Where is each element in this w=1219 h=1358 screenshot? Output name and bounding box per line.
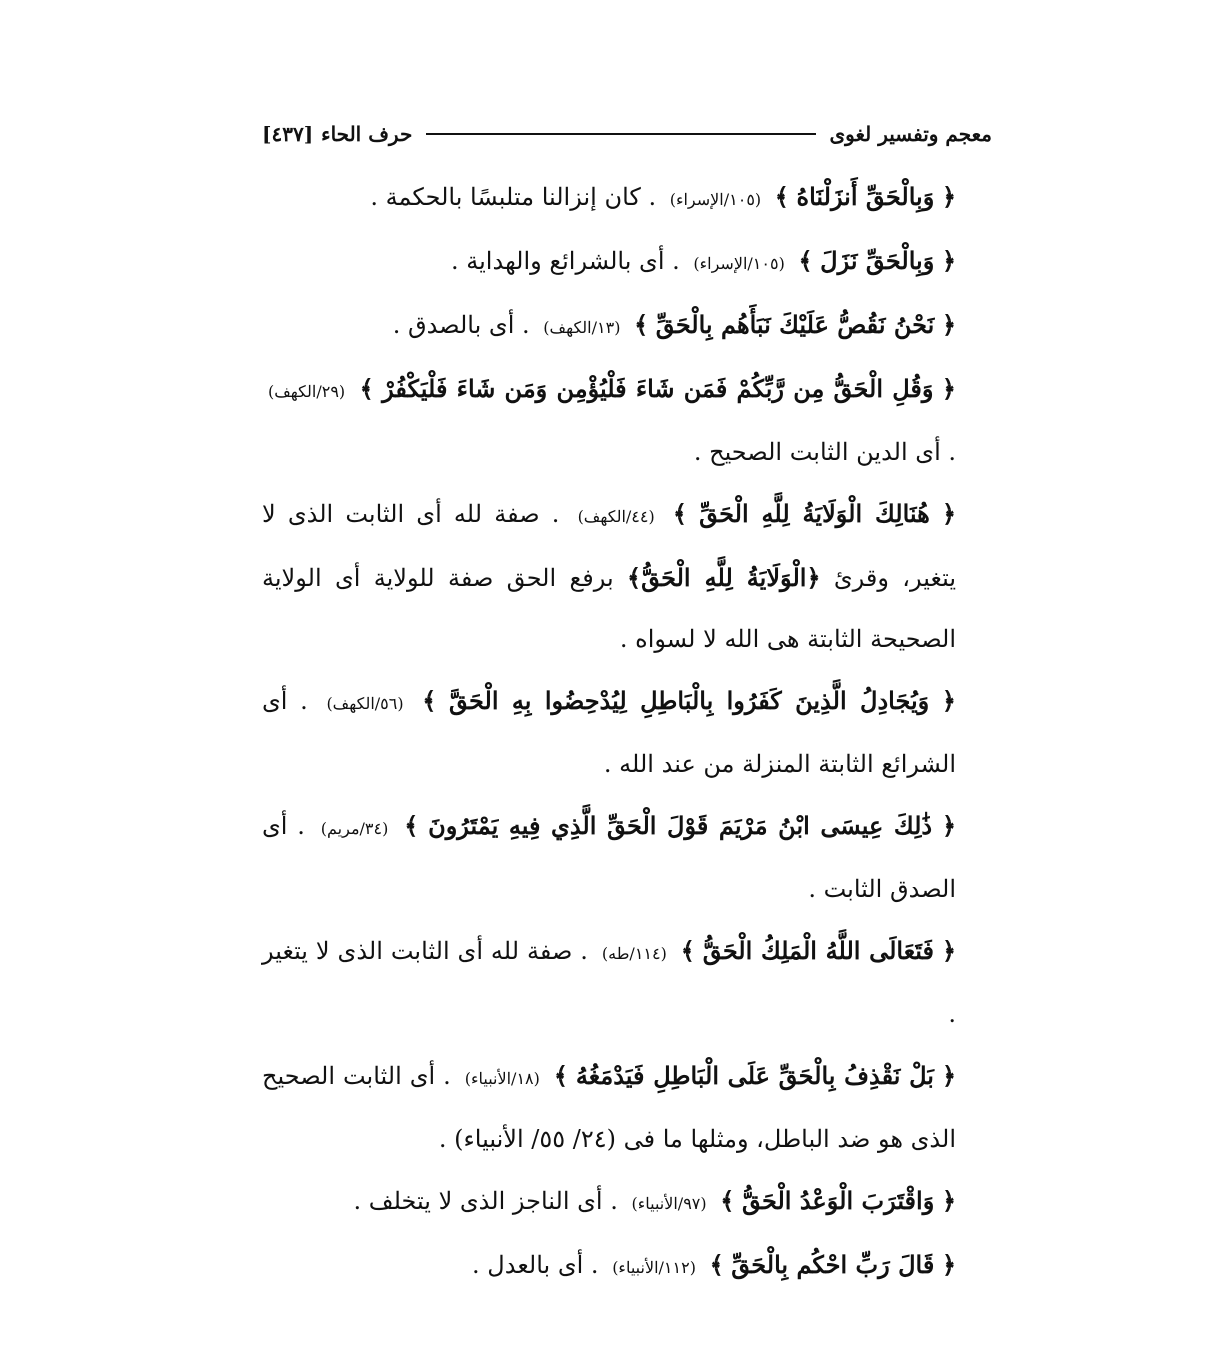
verse-text: هُنَالِكَ الْوَلَايَةُ لِلَّهِ الْحَقِّ [699, 499, 930, 528]
ornate-bracket-close: ﴾ [634, 310, 649, 339]
ornate-bracket-close: ﴾ [720, 1186, 735, 1215]
verse-reference: (٢٩/الكهف) [268, 382, 346, 401]
explanation: . أى الصدق الثابت . [262, 812, 956, 903]
explanation: . صفة لله أى الثابت الذى لا يتغير، وقرئ [262, 500, 956, 592]
ornate-bracket-open: ﴿ [941, 686, 956, 715]
verse-text: وَبِالْحَقِّ أَنزَلْنَاهُ [796, 182, 935, 211]
verse-reference: (٩٧/الأنبياء) [631, 1194, 707, 1213]
entry-7 [262, 795, 992, 920]
ornate-bracket-open: ﴿ [941, 1250, 956, 1279]
verse-text: قَالَ رَبِّ احْكُم بِالْحَقِّ [731, 1250, 935, 1279]
entry-6 [262, 670, 992, 795]
explanation: . صفة لله أى الثابت الذى لا يتغير . [262, 937, 956, 1028]
ornate-bracket-open: ﴿ [941, 1061, 956, 1090]
verse-reference: (١٣/الكهف) [543, 318, 621, 337]
verse-reference: (١٨/الأنبياء) [464, 1069, 540, 1088]
explanation: . أى الشرائع الثابتة المنزلة من عند الله . [262, 687, 956, 778]
verse-reference: (١١٢/الأنبياء) [612, 1258, 696, 1277]
ornate-bracket-open: ﴿ [941, 1186, 956, 1215]
ornate-bracket-open: ﴿ [941, 310, 956, 339]
verse-text: وَيُجَادِلُ الَّذِينَ كَفَرُوا بِالْبَاطِلِ لِيُدْحِضُوا بِهِ الْحَقَّ [449, 686, 930, 715]
entry-10 [262, 1170, 992, 1234]
ornate-bracket-close: ﴾ [404, 811, 419, 840]
verse-text: وَاقْتَرَبَ الْوَعْدُ الْحَقُّ [741, 1186, 935, 1215]
explanation: . أى بالصدق . [392, 311, 530, 339]
ornate-bracket-open: ﴿ [941, 182, 956, 211]
explanation: . أى الناجز الذى لا يتخلف . [353, 1187, 618, 1215]
running-header [262, 118, 992, 150]
page-number: [٤٣٧] [262, 122, 314, 146]
verse-text: ذَٰلِكَ عِيسَى ابْنُ مَرْيَمَ قَوْلَ الْحَقِّ الَّذِي فِيهِ يَمْتَرُونَ [428, 811, 933, 840]
verse-reference: (١٠٥/الإسراء) [669, 190, 762, 209]
explanation-continued: برفع الحق صفة للولاية أى الولاية الصحيحة الثابتة هى الله لا لسواه . [262, 564, 956, 653]
verse-reference: (٤٤/الكهف) [577, 507, 655, 526]
explanation: . أى الدين الثابت الصحيح . [693, 438, 956, 466]
ornate-bracket-close: ﴾ [627, 563, 642, 592]
entry-4 [262, 358, 992, 483]
explanation: . كان إنزالنا متلبسًا بالحكمة . [370, 183, 657, 211]
verse-reference: (١٠٥/الإسراء) [693, 254, 785, 273]
chapter-letter: حرف الحاء [321, 122, 413, 146]
verse-text: وَبِالْحَقِّ نَزَلَ [820, 246, 935, 275]
ornate-bracket-open: ﴿ [941, 811, 957, 840]
entry-5 [262, 483, 992, 670]
verse-text-variant: الْوَلَايَةُ لِلَّهِ الْحَقُّ [641, 563, 807, 592]
entry-9 [262, 1045, 992, 1170]
verse-text: فَتَعَالَى اللَّهُ الْمَلِكُ الْحَقُّ [702, 936, 934, 965]
ornate-bracket-open: ﴿ [941, 936, 956, 965]
ornate-bracket-open: ﴿ [941, 246, 956, 275]
verse-text: وَقُلِ الْحَقُّ مِن رَّبِّكُمْ فَمَن شَاءَ فَلْيُؤْمِن وَمَن شَاءَ فَلْيَكْفُرْ [382, 374, 934, 403]
book-title: معجم وتفسير لغوى [829, 122, 992, 146]
verse-reference: (٣٤/مريم) [320, 819, 389, 838]
ornate-bracket-close: ﴾ [709, 1250, 724, 1279]
explanation: . أى بالعدل . [472, 1251, 599, 1279]
ornate-bracket-close: ﴾ [553, 1061, 568, 1090]
entry-8 [262, 920, 992, 1045]
verse-text: نَحْنُ نَقُصُّ عَلَيْكَ نَبَأَهُم بِالْحَقِّ [655, 310, 935, 339]
header-rule [426, 133, 815, 135]
ornate-bracket-open: ﴿ [806, 563, 821, 592]
ornate-bracket-close: ﴾ [798, 246, 813, 275]
verse-reference: (١١٤/طه) [601, 944, 667, 963]
ornate-bracket-open: ﴿ [941, 374, 956, 403]
explanation: . أى بالشرائع والهداية . [451, 247, 680, 275]
ornate-bracket-close: ﴾ [359, 374, 374, 403]
ornate-bracket-close: ﴾ [680, 936, 695, 965]
ornate-bracket-open: ﴿ [941, 499, 957, 528]
ornate-bracket-close: ﴾ [422, 686, 437, 715]
explanation: . أى الثابت الصحيح الذى هو ضد الباطل، ومثلها ما فى (٢٤/ ٥٥/ الأنبياء) . [262, 1062, 956, 1153]
entry-11 [262, 1234, 992, 1298]
entry-3 [262, 294, 992, 358]
verse-reference: (٥٦/الكهف) [326, 694, 404, 713]
entry-1 [262, 166, 992, 230]
ornate-bracket-close: ﴾ [672, 499, 687, 528]
verse-text: بَلْ نَقْذِفُ بِالْحَقِّ عَلَى الْبَاطِلِ فَيَدْمَغُهُ [575, 1061, 934, 1090]
entry-2 [262, 230, 992, 294]
book-page [262, 118, 992, 1298]
entries-list [262, 166, 992, 1298]
ornate-bracket-close: ﴾ [774, 182, 789, 211]
